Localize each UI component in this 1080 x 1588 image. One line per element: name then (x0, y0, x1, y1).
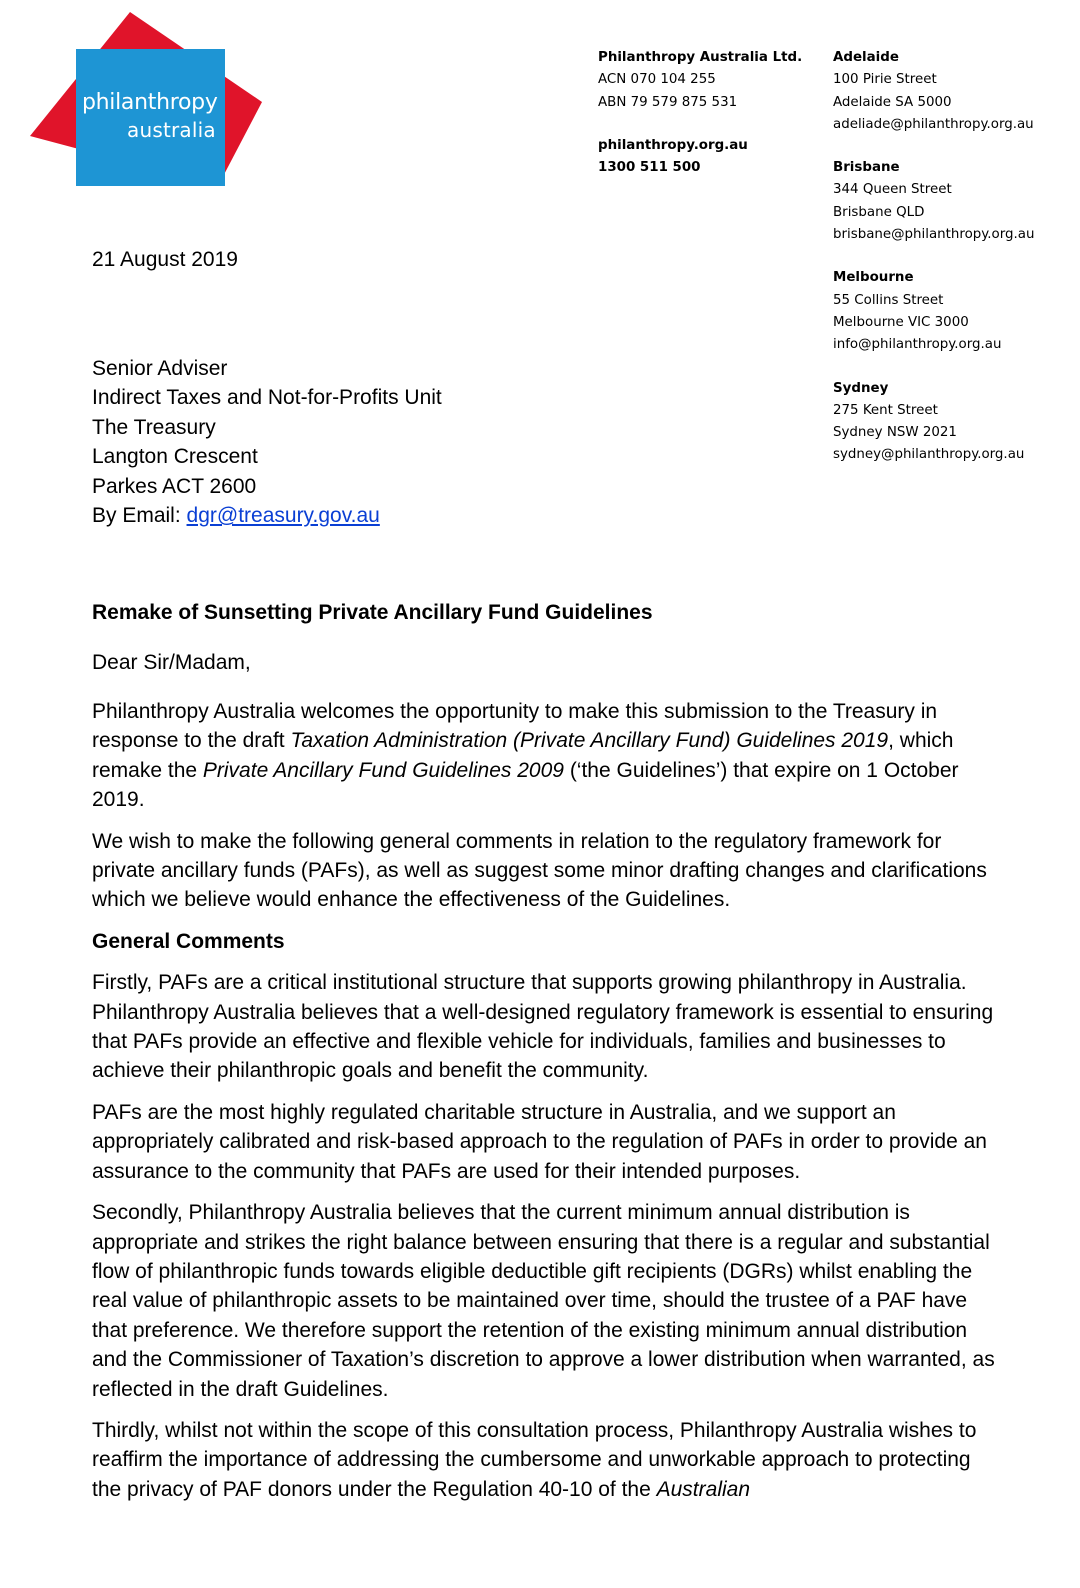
company-website: philanthropy.org.au (598, 137, 748, 153)
office-locality: Melbourne VIC 3000 (833, 314, 969, 330)
logo-text-australia: australia (127, 118, 216, 142)
paragraph: PAFs are the most highly regulated charitable structure in Australia, and we support an appropriately calibrated and risk-based approach to the regulation of PAFs in order to provide an assurance to the community that PAFs are used for their intended purposes. (92, 1100, 987, 1183)
office-city: Adelaide (833, 50, 899, 65)
company-acn: ACN 070 104 255 (598, 72, 716, 88)
office-street: 275 Kent Street (833, 402, 938, 418)
recipient-line: Senior Adviser (92, 357, 228, 380)
recipient-address (92, 354, 442, 530)
recipient-email-line (92, 501, 442, 530)
paragraph: We wish to make the following general comments in relation to the regulatory framework for private ancillary funds (PAFs), as well as suggest some minor drafting changes and clarifications which we believe would enhance the effectiveness of the Guidelines. (92, 829, 987, 912)
company-name: Philanthropy Australia Ltd. (598, 50, 803, 65)
recipient-line: Langton Crescent (92, 445, 258, 469)
paragraph: Firstly, PAFs are a critical institutional structure that supports growing philanthropy in Australia. Philanthropy Australia believes that a well-designed regulatory framework is essential to ensuring that PAFs provide an effective and flexible vehicle for individuals, families and businesses to achieve their philanthropic goals and benefit the community. (92, 971, 994, 1083)
company-details (598, 47, 802, 179)
recipient-line: Parkes ACT 2600 (92, 474, 257, 498)
office-email: brisbane@philanthropy.org.au (833, 227, 1035, 243)
office-locality: Brisbane QLD (833, 204, 925, 220)
office-city: Brisbane (833, 160, 900, 176)
office-email: info@philanthropy.org.au (833, 337, 1002, 353)
office-addresses (833, 47, 1034, 467)
email-label: By Email: (92, 504, 187, 528)
office-locality: Adelaide SA 5000 (833, 94, 952, 110)
company-abn: ABN 79 579 875 531 (598, 94, 738, 110)
office-street: 344 Queen Street (833, 182, 952, 198)
section-heading: General Comments (92, 929, 285, 953)
office-email: sydney@philanthropy.org.au (833, 447, 1025, 463)
office-email: adeliade@philanthropy.org.au (833, 116, 1034, 132)
letter-date: 21 August 2019 (92, 248, 238, 271)
office-street: 55 Collins Street (833, 292, 944, 308)
recipient-line: Indirect Taxes and Not-for-Profits Unit (92, 386, 442, 410)
office-city: Sydney (833, 380, 889, 396)
letter-body (92, 697, 997, 1516)
company-phone: 1300 511 500 (598, 160, 701, 176)
recipient-line: The Treasury (92, 415, 216, 439)
paragraph: Thirdly, whilst not within the scope of this consultation process, Philanthropy Australia wishes to reaffirm the importance of addressing the cumbersome and unworkable approach to protecting the privacy of PAF donors under the Regulation 40-10 of the Australian (92, 1418, 977, 1501)
letter-subject: Remake of Sunsetting Private Ancillary Fund Guidelines (92, 601, 653, 624)
paragraph: Philanthropy Australia welcomes the opportunity to make this submission to the Treasury in response to the draft Taxation Administration (Private Ancillary Fund) Guidelines 2019, which remake the Private Ancillary Fund Guidelines 2009 (‘the Guidelines’) that expire on 1 October 2019. (92, 700, 959, 812)
office-locality: Sydney NSW 2021 (833, 425, 957, 441)
logo-text-philanthropy: philanthropy (82, 90, 218, 115)
office-street: 100 Pirie Street (833, 72, 937, 88)
recipient-email-link[interactable]: dgr@treasury.gov.au (186, 504, 380, 528)
letter-salutation: Dear Sir/Madam, (92, 651, 251, 674)
office-city: Melbourne (833, 270, 914, 286)
paragraph: Secondly, Philanthropy Australia believes that the current minimum annual distribution is appropriate and strikes the right balance between ensuring that there is a regular and substantial flow of philanthropic funds towards eligible deductible gift recipients (DGRs) whilst enabling the real value of philanthropic assets to be maintained over time, should the trustee of a PAF have that preference. We therefore support the retention of the existing minimum annual distribution and the Commissioner of Taxation’s discretion to approve a lower distribution when warranted, as reflected in the draft Guidelines. (92, 1201, 995, 1401)
